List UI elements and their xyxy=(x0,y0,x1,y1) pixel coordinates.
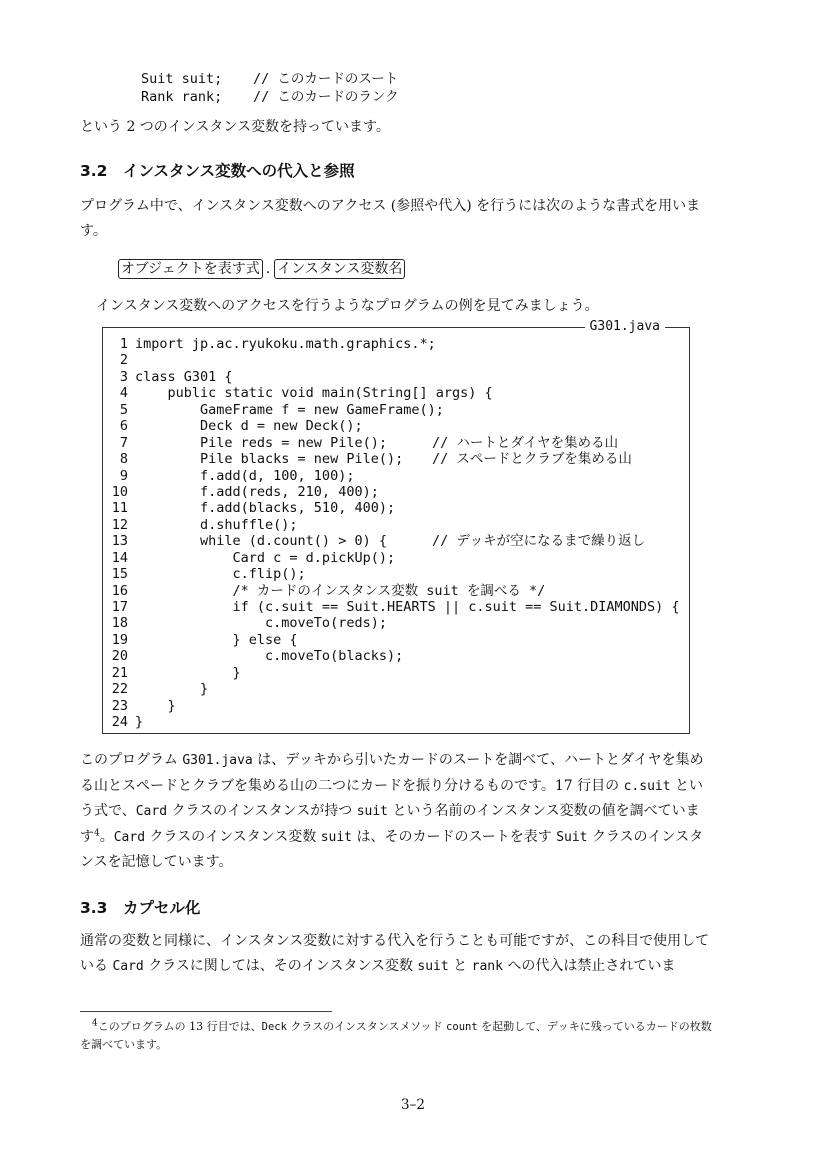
page-number: 3–2 xyxy=(401,1097,425,1113)
inline-code: Suit xyxy=(556,829,588,845)
code-line xyxy=(105,615,387,632)
inline-code: Card xyxy=(113,829,146,845)
code-comment: // ハートとダイヤを集める山 xyxy=(432,434,619,451)
code-line xyxy=(105,516,298,533)
code-lines xyxy=(105,336,680,731)
code-text: } xyxy=(135,664,241,681)
paragraph: インスタンス変数へのアクセスを行うようなプログラムの例を見てみましょう。 xyxy=(96,298,599,314)
code-text: c.flip(); xyxy=(135,566,306,583)
code-line xyxy=(105,467,355,484)
line-number: 9 xyxy=(119,467,128,484)
code-text: c.moveTo(blacks); xyxy=(135,648,404,665)
line-number: 16 xyxy=(111,582,128,599)
code-line xyxy=(105,336,436,352)
line-number: 4 xyxy=(119,385,128,402)
code-line xyxy=(105,451,632,468)
line-number: 2 xyxy=(119,352,128,369)
code-text: if (c.suit == Suit.HEARTS || c.suit == Suit.DIAMONDS) { xyxy=(135,599,680,615)
code-line xyxy=(105,582,546,599)
inline-code: Card xyxy=(112,958,144,974)
line-number: 1 xyxy=(119,336,128,352)
syntax-field-box: インスタンス変数名 xyxy=(274,259,405,279)
inline-code: suit xyxy=(356,804,388,819)
code-text: Deck d = new Deck(); xyxy=(135,418,363,435)
line-number: 13 xyxy=(111,533,128,550)
line-number: 22 xyxy=(111,681,128,698)
line-number: 18 xyxy=(111,615,128,632)
line-number: 20 xyxy=(111,648,128,665)
code-line xyxy=(105,549,396,566)
code-text: Pile reds = new Pile(); xyxy=(135,434,387,451)
code-text: c.moveTo(reds); xyxy=(135,615,387,632)
inline-code: suit xyxy=(320,829,352,845)
footnote-rule xyxy=(80,1011,332,1012)
line-number: 24 xyxy=(111,714,128,731)
inline-code: Card xyxy=(135,804,168,819)
code-line xyxy=(105,533,646,550)
paragraph: プログラム中で、インスタンス変数へのアクセス (参照や代入) を行うには次のような書式を用います。 xyxy=(80,198,701,239)
code-line xyxy=(105,599,680,615)
line-number: 15 xyxy=(111,566,128,583)
line-number: 21 xyxy=(111,664,128,681)
code-line: Rank rank; // このカードのランク xyxy=(141,89,399,105)
code-text: import jp.ac.ryukoku.math.graphics.*; xyxy=(135,336,436,352)
code-text: } else { xyxy=(135,631,298,648)
code-text: f.add(reds, 210, 400); xyxy=(135,483,379,500)
code-fragment xyxy=(141,70,399,106)
code-text: /* カードのインスタンス変数 suit を調べる */ xyxy=(135,582,546,599)
line-number: 8 xyxy=(119,451,128,468)
code-line xyxy=(105,368,233,385)
section-title: インスタンス変数への代入と参照 xyxy=(123,162,355,180)
line-number: 7 xyxy=(119,434,128,451)
code-line xyxy=(105,631,298,648)
line-number: 11 xyxy=(111,500,128,517)
code-line: Suit suit; // このカードのスート xyxy=(141,71,399,87)
code-text: while (d.count() > 0) { xyxy=(135,533,387,550)
syntax-formula xyxy=(118,259,405,279)
code-text: d.shuffle(); xyxy=(135,516,298,533)
code-text: Pile blacks = new Pile(); xyxy=(135,451,404,468)
syntax-object-box: オブジェクトを表す式 xyxy=(118,259,263,279)
code-listing xyxy=(102,319,690,734)
line-number: 14 xyxy=(111,549,128,566)
code-comment: // このカードのランク xyxy=(253,89,399,105)
paragraph: 通常の変数と同様に、インスタンス変数に対する代入を行うことも可能ですが、この科目で使用している Card クラスに関しては、そのインスタンス変数 suit と rank への代入は禁止されていま xyxy=(80,933,710,974)
syntax-dot: . xyxy=(265,261,271,277)
code-comment: // デッキが空になるまで繰り返し xyxy=(432,533,646,550)
code-line xyxy=(105,434,619,451)
code-line xyxy=(105,681,209,698)
line-number: 5 xyxy=(119,401,128,418)
inline-code: Deck xyxy=(261,1021,287,1033)
section-number: 3.3 xyxy=(80,899,108,917)
code-line xyxy=(105,352,128,368)
line-number: 23 xyxy=(111,697,128,714)
line-number: 19 xyxy=(111,631,128,648)
code-line xyxy=(105,648,404,665)
line-number: 17 xyxy=(111,599,128,615)
code-text: } xyxy=(135,714,144,731)
section-heading xyxy=(80,159,355,181)
paragraph: このプログラム G301.java は、デッキから引いたカードのスートを調べて、ハートとダイヤを集める山とスペードとクラブを集める山の二つにカードを振り分けるものです。17 行目の c.suit という式で、Card クラスのインスタンスが持つ suit という名前のインスタンス変数の値を調べています$^4$。Card クラスのインスタンス変数 suit は、そのカードのスートを表す Suit クラスのインスタンスを記憶しています。 xyxy=(80,752,704,870)
code-text: } xyxy=(135,681,209,698)
code-line xyxy=(105,401,444,418)
code-line xyxy=(105,500,396,517)
footnote: $^4$このプログラムの 13 行目では、Deck クラスのインスタンスメソッド count を起動して、デッキに残っているカードの枚数を調べています。 xyxy=(80,1018,712,1051)
paragraph: という 2 つのインスタンス変数を持っています。 xyxy=(80,119,390,135)
line-number: 12 xyxy=(111,516,128,533)
code-comment: // スペードとクラブを集める山 xyxy=(432,451,632,468)
code-text: } xyxy=(135,697,176,714)
code-text: GameFrame f = new GameFrame(); xyxy=(135,401,444,418)
code-text: public static void main(String[] args) { xyxy=(135,385,493,402)
code-line xyxy=(105,385,493,402)
inline-code: c.suit xyxy=(623,778,671,794)
code-line xyxy=(105,418,363,435)
code-text: class G301 { xyxy=(135,368,233,385)
inline-code: G301.java xyxy=(182,753,253,768)
code-text: f.add(blacks, 510, 400); xyxy=(135,500,396,517)
footnote-ref: 4 xyxy=(94,827,100,838)
section-heading xyxy=(80,896,200,918)
section-number: 3.2 xyxy=(80,162,108,180)
code-line xyxy=(105,664,241,681)
inline-code: count xyxy=(446,1021,478,1033)
line-number: 3 xyxy=(119,368,128,385)
code-comment: // このカードのスート xyxy=(253,71,399,87)
code-text: f.add(d, 100, 100); xyxy=(135,467,355,484)
footnote-mark: 4 xyxy=(92,1018,98,1029)
code-line xyxy=(105,483,379,500)
line-number: 6 xyxy=(119,418,128,435)
inline-code: rank xyxy=(471,958,503,974)
code-line xyxy=(105,714,144,731)
inline-code: suit xyxy=(417,958,449,974)
listing-title: G301.java xyxy=(585,319,665,335)
code-text: Card c = d.pickUp(); xyxy=(135,549,396,566)
code-line xyxy=(105,566,306,583)
section-title: カプセル化 xyxy=(123,899,201,917)
code-line xyxy=(105,697,176,714)
line-number: 10 xyxy=(111,483,128,500)
